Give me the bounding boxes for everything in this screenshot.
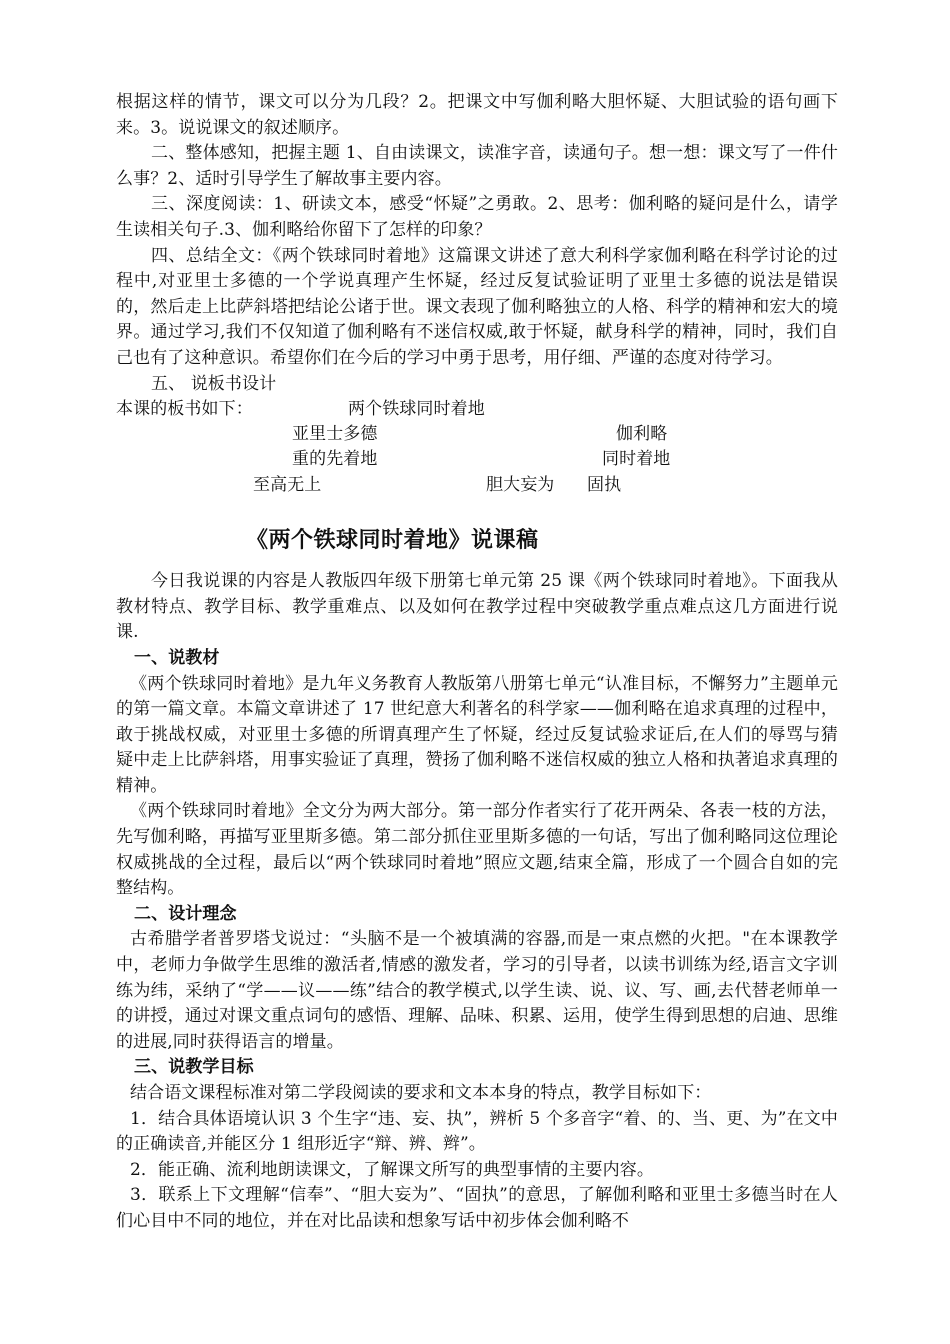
paragraph-step-3: 三、深度阅读：1、研读文本，感受“怀疑”之勇敢。2、思考：伽利略的疑问是什么，请学生读相关句子.3、伽利略给你留下了怎样的印象？ xyxy=(116,194,838,240)
paragraph-step-4: 四、总结全文：《两个铁球同时着地》这篇课文讲述了意大利科学家伽利略在科学讨论的过程中,对亚里士多德的一个学说真理产生怀疑，经过反复试验证明了亚里士多德的说法是错误的，然后走上比萨斜塔把结论公诸于世。课文表现了伽利略独立的人格、科学的精神和宏大的境界。通过学习,我们不仅知道了伽利略有不迷信权威,敢于怀疑，献身科学的精神，同时，我们自己也有了这种意识。希望你们在今后的学习中勇于思考，用仔细、严谨的态度对待学习。 xyxy=(116,245,838,368)
board-left-view: 重的先着地 xyxy=(292,449,378,470)
paragraph-step-5: 五、 说板书设计 xyxy=(151,373,277,394)
blackboard-design xyxy=(116,397,838,499)
paragraph-goal-2: 2．能正确、流利地朗读课文，了解课文所写的典型事情的主要内容。 xyxy=(130,1159,654,1180)
section-heading-goals: 三、说教学目标 xyxy=(134,1057,254,1078)
board-left-name: 亚里士多德 xyxy=(292,424,378,445)
paragraph-intro: 根据这样的情节，课文可以分为几段？2。把课文中写伽利略大胆怀疑、大胆试验的语句画下来。3。说说课文的叙述顺序。 xyxy=(116,92,838,138)
board-title: 两个铁球同时着地 xyxy=(348,399,485,420)
paragraph-materials-2: 《两个铁球同时着地》全文分为两大部分。第一部分作者实行了花开两朵、各表一枝的方法，先写伽利略，再描写亚里斯多德。第二部分抓住亚里斯多德的一句话，写出了伽利略同这位理论权威挑战的全过程，最后以“两个铁球同时着地”照应文题,结束全篇，形成了一个圆合自如的完整结构。 xyxy=(116,801,838,899)
board-intro: 本课的板书如下： xyxy=(116,399,253,420)
paragraph-opening: 今日我说课的内容是人教版四年级下册第七单元第 25 课《两个铁球同时着地》。下面我从教材特点、教学目标、教学重难点、以及如何在教学过程中突破教学重点难点这几方面进行说课. xyxy=(116,571,838,643)
board-right-trait-1: 胆大妄为 xyxy=(486,475,555,496)
paragraph-step-2: 二、整体感知，把握主题 1、自由读课文，读准字音，读通句子。想一想：课文写了一件什么事？2、适时引导学生了解故事主要内容。 xyxy=(116,143,838,189)
board-right-trait-2: 固执 xyxy=(587,475,622,496)
section-heading-design: 二、设计理念 xyxy=(134,903,237,924)
board-left-trait: 至高无上 xyxy=(253,475,322,496)
document-title: 《两个铁球同时着地》说课稿 xyxy=(246,527,539,554)
board-right-name: 伽利略 xyxy=(616,424,668,445)
paragraph-goals-intro: 结合语文课程标准对第二学段阅读的要求和文本本身的特点，教学目标如下： xyxy=(130,1083,712,1103)
board-right-view: 同时着地 xyxy=(602,449,671,470)
section-heading-materials: 一、说教材 xyxy=(134,647,220,668)
paragraph-materials-1: 《两个铁球同时着地》是九年义务教育人教版第八册第七单元“认准目标，不懈努力”主题单元的第一篇文章。本篇文章讲述了 17 世纪意大利著名的科学家——伽利略在追求真理的过程中，敢于挑战权威，对亚里士多德的所谓真理产生了怀疑，经过反复试验求证后,在人们的辱骂与猜疑中走上比萨斜塔，用事实验证了真理，赞扬了伽利略不迷信权威的独立人格和执著追求真理的精神。 xyxy=(116,673,838,796)
paragraph-goal-3: 3．联系上下文理解“信奉”、“胆大妄为”、“固执”的意思，了解伽利略和亚里士多德当时在人们心目中不同的地位，并在对比品读和想象写话中初步体会伽利略不 xyxy=(116,1185,838,1231)
paragraph-design: 古希腊学者普罗塔戈说过：“头脑不是一个被填满的容器,而是一束点燃的火把。"在本课教学中，老师力争做学生思维的激活者,情感的激发者，学习的引导者，以读书训练为经,语言文字训练为纬，采纳了“学——议——练”结合的教学模式,以学生读、说、议、写、画,去代替老师单一的讲授，通过对课文重点词句的感悟、理解、品味、积累、运用，使学生得到思想的启迪、思维的进展,同时获得语言的增量。 xyxy=(116,929,838,1052)
paragraph-goal-1: 1．结合具体语境认识 3 个生字“违、妄、执”，辨析 5 个多音字“着、的、当、更、为”在文中的正确读音,并能区分 1 组形近字“辩、辨、辫”。 xyxy=(116,1108,838,1155)
document-body xyxy=(116,90,838,1235)
